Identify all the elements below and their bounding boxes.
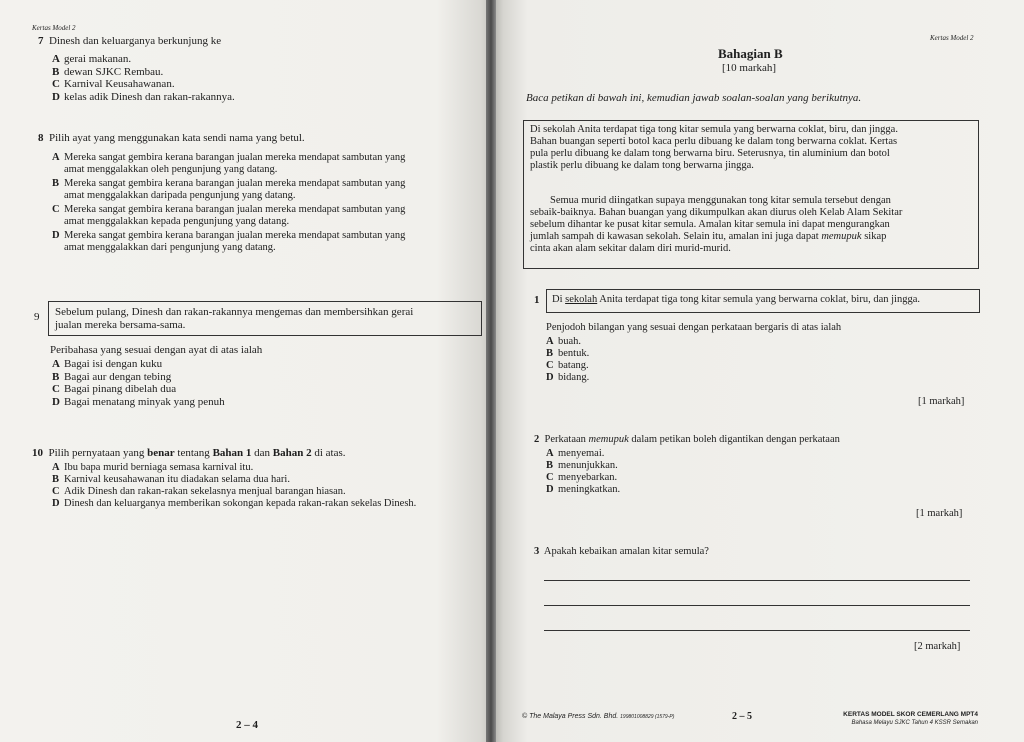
question-stem: Pilih ayat yang menggunakan kata sendi nama yang betul. [49,132,305,144]
question-10-options [52,462,416,510]
question-stem: Dinesh dan keluarganya berkunjung ke [49,35,222,47]
option-a[interactable]: A gerai makanan. [52,53,132,65]
option-c[interactable]: C Adik Dinesh dan rakan-rakan sekelasnya menjual barangan hiasan. [52,486,346,497]
series-subtitle: Bahasa Melayu SJKC Tahun 4 KSSR Semakan [851,720,978,726]
question-10: 10 Pilih pernyataan yang benar tentang Bahan 1 dan Bahan 2 di atas. [32,447,346,459]
option-b[interactable]: B Karnival keusahawanan itu diadakan selama dua hari. [52,474,290,485]
q9-box-text: Sebelum pulang, Dinesh dan rakan-rakannya mengemas dan membersihkan gerai jualan mereka bersama-sama. [55,306,414,331]
left-page [0,0,496,742]
question-number-1: 1 [534,294,540,306]
option-b[interactable]: B dewan SJKC Rembau. [52,65,164,78]
question-9-stem: Peribahasa yang sesuai dengan ayat di atas ialah [50,344,263,356]
right-page-number: 2 – 5 [732,711,752,722]
option-c[interactable]: C Mereka sangat gembira kerana barangan jualan mereka mendapat sambutan yang amat menggalakkan kepada pengunjung yang datang. [52,204,406,227]
option-c[interactable]: C Bagai pinang dibelah dua [52,383,177,395]
question-2: 2 Perkataan memupuk dalam petikan boleh digantikan dengan perkataan [534,434,840,445]
option-d[interactable]: D meningkatkan. [546,484,621,495]
question-3-marks: [2 markah] [914,641,961,652]
left-page-header: Kertas Model 2 [32,24,76,32]
question-9-options [52,358,225,408]
option-a[interactable]: A Mereka sangat gembira kerana barangan jualan mereka mendapat sambutan yang amat menggalakkan oleh pengunjung yang datang. [52,152,406,175]
passage-paragraph-2: Semua murid diingatkan supaya menggunakan tong kitar semula tersebut dengan sebaik-baiknya. Bahan buangan yang dikumpulkan akan diurus oleh Kelab Alam Sekitar sebelum dihantar ke pusat kitar semula. Amalan kitar semula ini dapat mengurangkan jumlah sampah di kawasan sekolah. Selain itu, amalan ini juga dapat memupuk sikap cinta akan alam sekitar dalam diri murid-murid. [530,195,903,254]
question-number: 8 [38,132,44,144]
q1-box-text: Di sekolah Anita terdapat tiga tong kitar semula yang berwarna coklat, biru, dan jingga. [552,294,920,305]
question-3: 3 Apakah kebaikan amalan kitar semula? [534,546,709,557]
series-title: KERTAS MODEL SKOR CEMERLANG MPT4 [843,711,978,718]
option-d[interactable]: D Dinesh dan keluarganya memberikan sokongan kepada rakan-rakan sekelas Dinesh. [52,498,417,509]
option-c[interactable]: C batang. [546,360,589,371]
option-a[interactable]: A buah. [546,336,582,347]
option-b[interactable]: B Mereka sangat gembira kerana barangan jualan mereka mendapat sambutan yang amat menggalakkan daripada pengunjung yang datang. [52,178,406,201]
option-d[interactable]: D Bagai menatang minyak yang penuh [52,395,225,408]
reading-instruction: Baca petikan di bawah ini, kemudian jawab soalan-soalan yang berikutnya. [526,92,862,104]
book-spine [486,0,496,742]
passage-paragraph-1: Di sekolah Anita terdapat tiga tong kitar semula yang berwarna coklat, biru, dan jingga. Bahan buangan seperti botol kaca perlu dibuang ke dalam tong berwarna coklat. Kertas pula perlu dibuang ke dalam tong berwarna biru. Seterusnya, tin aluminium dan botol plastik perlu dibuang ke dalam tong berwarna jingga. [530,124,898,171]
question-8-options [52,152,405,254]
left-page-number: 2 – 4 [236,719,258,731]
answer-line-2[interactable] [544,605,970,606]
right-page-header: Kertas Model 2 [930,34,974,42]
section-title: Bahagian B [718,46,783,61]
question-number-9: 9 [34,311,40,323]
question-2-marks: [1 markah] [916,508,963,519]
option-d[interactable]: D kelas adik Dinesh dan rakan-rakannya. [52,90,235,103]
answer-line-3[interactable] [544,630,970,631]
option-d[interactable]: D Mereka sangat gembira kerana barangan jualan mereka mendapat sambutan yang amat menggalakkan dari pengunjung yang datang. [52,230,406,253]
answer-line-1[interactable] [544,580,970,581]
option-a[interactable]: A Ibu bapa murid berniaga semasa karnival itu. [52,462,254,473]
question-2-options [546,448,620,496]
right-page [490,0,1024,742]
option-c[interactable]: C menyebarkan. [546,472,618,483]
option-b[interactable]: B bentuk. [546,348,590,359]
option-b[interactable]: B Bagai aur dengan tebing [52,370,172,383]
question-8 [38,132,305,145]
question-1-options [546,336,589,384]
question-7-options [52,53,235,103]
option-a[interactable]: A Bagai isi dengan kuku [52,358,163,370]
question-1-stem: Penjodoh bilangan yang sesuai dengan perkataan bergaris di atas ialah [546,322,842,333]
option-c[interactable]: C Karnival Keusahawanan. [52,78,175,90]
option-b[interactable]: B menunjukkan. [546,460,618,471]
option-a[interactable]: A menyemai. [546,448,605,459]
section-marks: [10 markah] [722,62,777,74]
underlined-word: sekolah [565,294,598,305]
question-7 [38,35,221,48]
question-number: 7 [38,35,44,47]
option-d[interactable]: D bidang. [546,372,590,383]
publisher-credit: © The Malaya Press Sdn. Bhd. 199801008829 (1579-P) [522,713,675,720]
question-1-marks: [1 markah] [918,396,965,407]
